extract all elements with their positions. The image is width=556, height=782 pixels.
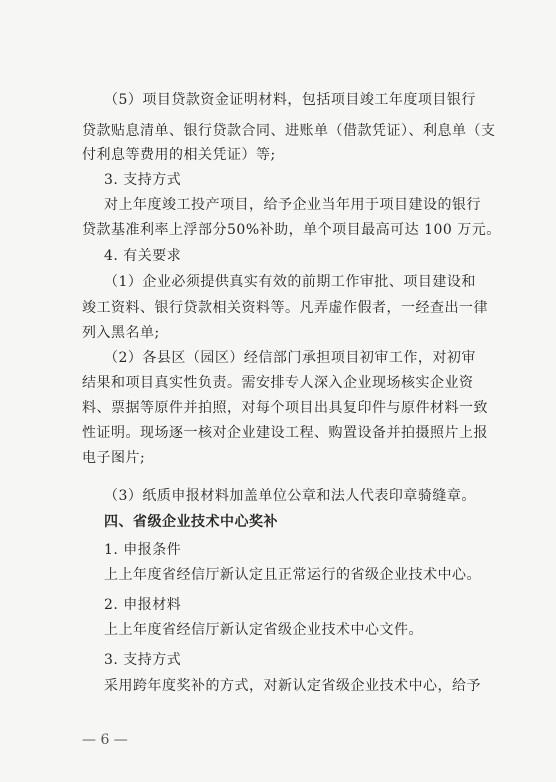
- section-heading: 1. 申报条件: [104, 542, 182, 558]
- text-line: 性证明。现场逐一核对企业建设工程、购置设备并拍摄照片上报: [82, 425, 488, 441]
- text-line: 对上年度竣工投产项目，给予企业当年用于项目建设的银行: [104, 197, 481, 213]
- text-line: 列入黑名单;: [82, 325, 160, 341]
- text-line: （5）项目贷款资金证明材料，包括项目竣工年度项目银行: [104, 92, 476, 108]
- section-heading: 3. 支持方式: [104, 172, 182, 188]
- text-line: 竣工资料、银行贷款相关资料等。凡弄虚作假者，一经查出一律: [82, 300, 488, 316]
- section-heading: 3. 支持方式: [104, 652, 182, 668]
- text-line: 料、票据等原件并拍照，对每个项目出具复印件与原件材料一致: [82, 400, 488, 416]
- text-line: （2）各县区（园区）经信部门承担项目初审工作，对初审: [104, 350, 476, 366]
- text-line: 电子图片;: [82, 450, 146, 466]
- text-line: 上上年度省经信厅新认定省级企业技术中心文件。: [104, 622, 423, 638]
- chapter-heading: 四、省级企业技术中心奖补: [104, 514, 278, 530]
- text-line: 采用跨年度奖补的方式，对新认定省级企业技术中心，给予: [104, 678, 481, 694]
- text-line: 结果和项目真实性负责。需安排专人深入企业现场核实企业资: [82, 375, 474, 391]
- text-line: （1）企业必须提供真实有效的前期工作审批、项目建设和: [104, 274, 476, 290]
- text-line: 上上年度省经信厅新认定且正常运行的省级企业技术中心。: [104, 567, 481, 583]
- page-number: — 6 —: [82, 732, 128, 748]
- text-line: 贷款基准利率上浮部分50%补助，单个项目最高可达 100 万元。: [82, 222, 501, 238]
- section-heading: 4. 有关要求: [104, 248, 182, 264]
- text-line: 付利息等费用的相关凭证）等;: [82, 147, 276, 163]
- text-line: 贷款贴息清单、银行贷款合同、进账单（借款凭证）、利息单（支: [82, 123, 496, 139]
- text-line: （3）纸质申报材料加盖单位公章和法人代表印章骑缝章。: [104, 488, 476, 504]
- section-heading: 2. 申报材料: [104, 597, 182, 613]
